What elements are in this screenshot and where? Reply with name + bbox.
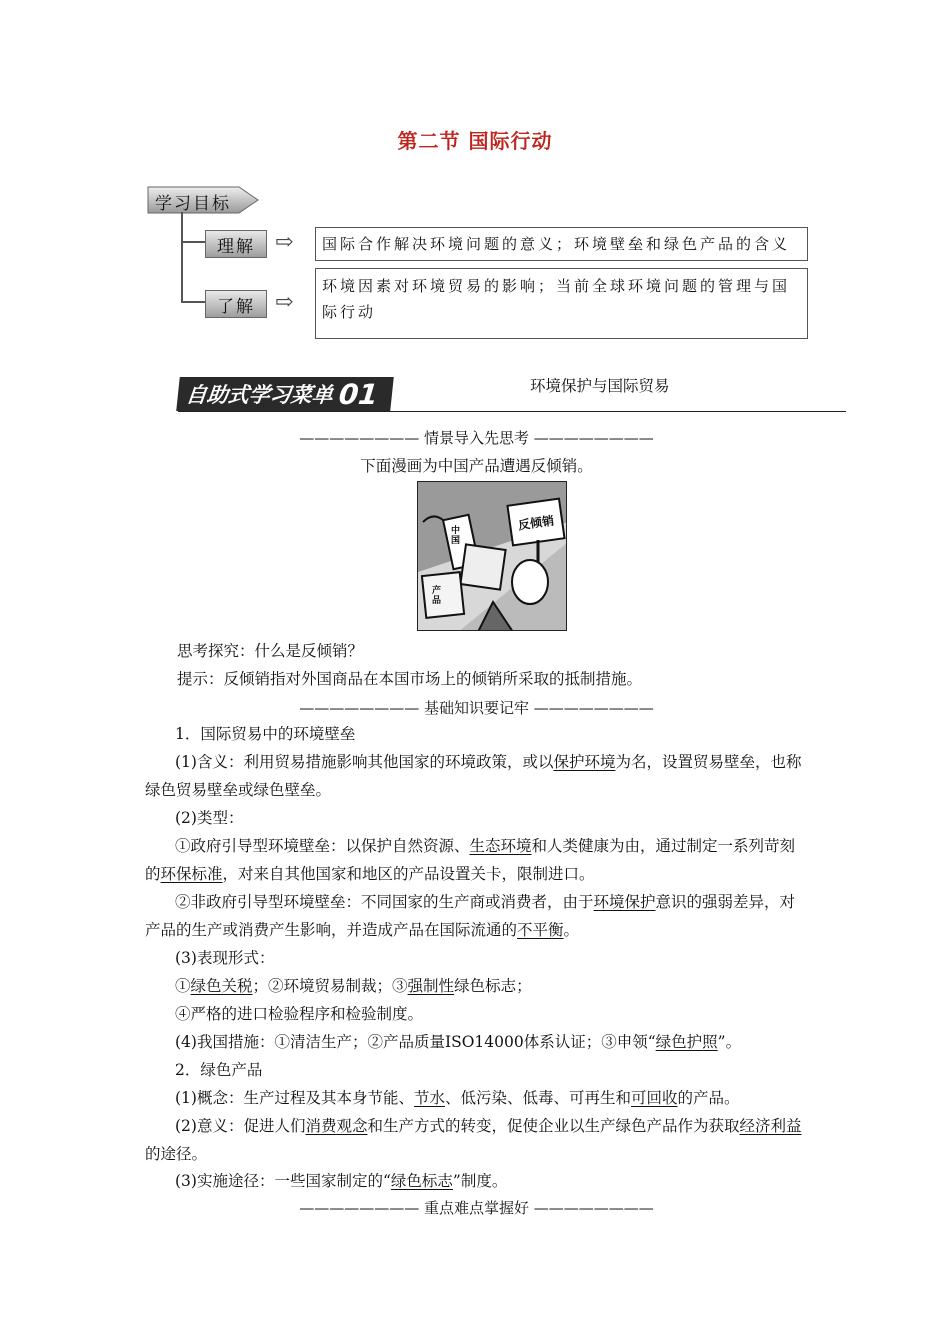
arrow-right-icon: ⇨ [275,230,294,255]
key-term: 环境保护 [593,893,656,911]
cartoon-box1-text: 中国 [451,526,461,546]
key-term: 绿色护照 [655,1033,718,1051]
text-segment: ①政府引导型环境壁垒：以保护自然资源、 [175,837,470,855]
text-segment: 绿色标志； [454,977,532,995]
text-segment: ”制度。 [452,1172,508,1190]
paragraph-forms-list-2: ④严格的进口检验程序和检验制度。 [175,1005,424,1023]
text-segment: 和人类健康为由，通过制定一系列苛刻的 [145,837,796,883]
text-segment: (3)实施途径：一些国家制定的“ [175,1172,391,1190]
page-title: 第二节 国际行动 [397,129,553,153]
learning-goals-label: 学习目标 [155,194,231,214]
goals-connector-lines [170,212,210,312]
goal-understand-text: 国际合作解决环境问题的意义；环境壁垒和绿色产品的含义 [315,227,808,261]
level-tag-know: 了解 [205,290,267,318]
section-heading-intro: ———————— 情景导入先思考 ———————— [299,429,654,447]
cartoon-sign-text: 反倾销 [517,513,555,533]
intro-hint: 提示：反倾销指对外国商品在本国市场上的倾销所采取的抵制措施。 [177,670,643,688]
text-segment: (2)意义：促进人们 [175,1117,306,1135]
arrow-right-icon: ⇨ [275,290,294,315]
paragraph-forms-list [145,972,808,1000]
paragraph-definition [145,748,808,804]
key-term: 生态环境 [469,837,532,855]
menu-topic: 环境保护与国际贸易 [530,377,670,395]
intro-caption: 下面漫画为中国产品遭遇反倾销。 [360,457,593,475]
paragraph-implementation [145,1167,808,1195]
heading-environmental-barriers: 1．国际贸易中的环境壁垒 [175,725,356,743]
text-segment: 和生产方式的转变，促使企业以生产绿色产品作为获取 [367,1117,740,1135]
level-tag-understand: 理解 [205,230,267,258]
key-term: 可回收 [631,1089,678,1107]
key-term: 不平衡 [517,921,564,939]
text-segment: ”。 [717,1033,742,1051]
text-segment: ，对来自其他国家和地区的产品设置关卡，限制进口。 [222,865,595,883]
text-segment: (1)概念：生产过程及其本身节能、 [175,1089,414,1107]
self-study-menu-banner [176,377,394,411]
heading-green-products: 2．绿色产品 [175,1061,263,1079]
menu-number: 01 [337,377,380,411]
section-heading-basics: ———————— 基础知识要记牢 ———————— [299,699,654,717]
paragraph-government-barrier [145,832,808,888]
key-term: 消费观念 [305,1117,368,1135]
paragraph-concept [145,1084,808,1112]
paragraph-china-measures [145,1028,808,1056]
text-segment: 、低污染、低毒、可再生和 [444,1089,631,1107]
anti-dumping-cartoon [417,481,567,631]
paragraph-significance [145,1112,808,1168]
paragraph-types: (2)类型： [175,809,244,827]
key-term: 经济利益 [739,1117,802,1135]
cartoon-drawing [418,482,567,631]
learning-goals-tag [147,186,255,214]
text-segment: 。 [563,921,580,939]
text-segment: (1)含义：利用贸易措施影响其他国家的环境政策，或以 [175,753,554,771]
key-term: 节水 [413,1089,445,1107]
key-term: 强制性 [407,977,455,995]
text-segment: 的途径。 [145,1145,208,1163]
text-segment: 意识的强弱差异，对产品的生产或消费产生影响，并造成产品在国际流通的 [145,893,796,939]
menu-label: 自助式学习菜单 [184,383,335,407]
text-segment: ②非政府引导型环境壁垒：不同国家的生产商或消费者，由于 [175,893,594,911]
key-term: 绿色标志 [390,1172,453,1190]
cartoon-box2-text: 产品 [432,586,442,606]
text-segment: ；②环境贸易制裁；③ [252,977,408,995]
goal-know-text: 环境因素对环境贸易的影响；当前全球环境问题的管理与国际行动 [315,268,808,339]
text-segment: (4)我国措施：①清洁生产；②产品质量ISO14000体系认证；③申领“ [175,1033,656,1051]
key-term: 绿色关税 [190,977,253,995]
paragraph-nongovernment-barrier [145,888,808,944]
text-segment: 的产品。 [677,1089,740,1107]
section-heading-keys: ———————— 重点难点掌握好 ———————— [299,1199,654,1217]
text-segment: ① [175,977,191,995]
key-term: 环保标准 [160,865,223,883]
header-divider [178,411,846,412]
key-term: 保护环境 [553,753,616,771]
text-segment: 为名，设置贸易壁垒，也称绿色贸易壁垒或绿色壁垒。 [145,753,802,799]
intro-question: 思考探究：什么是反倾销？ [177,642,364,660]
paragraph-forms: (3)表现形式： [175,949,275,967]
